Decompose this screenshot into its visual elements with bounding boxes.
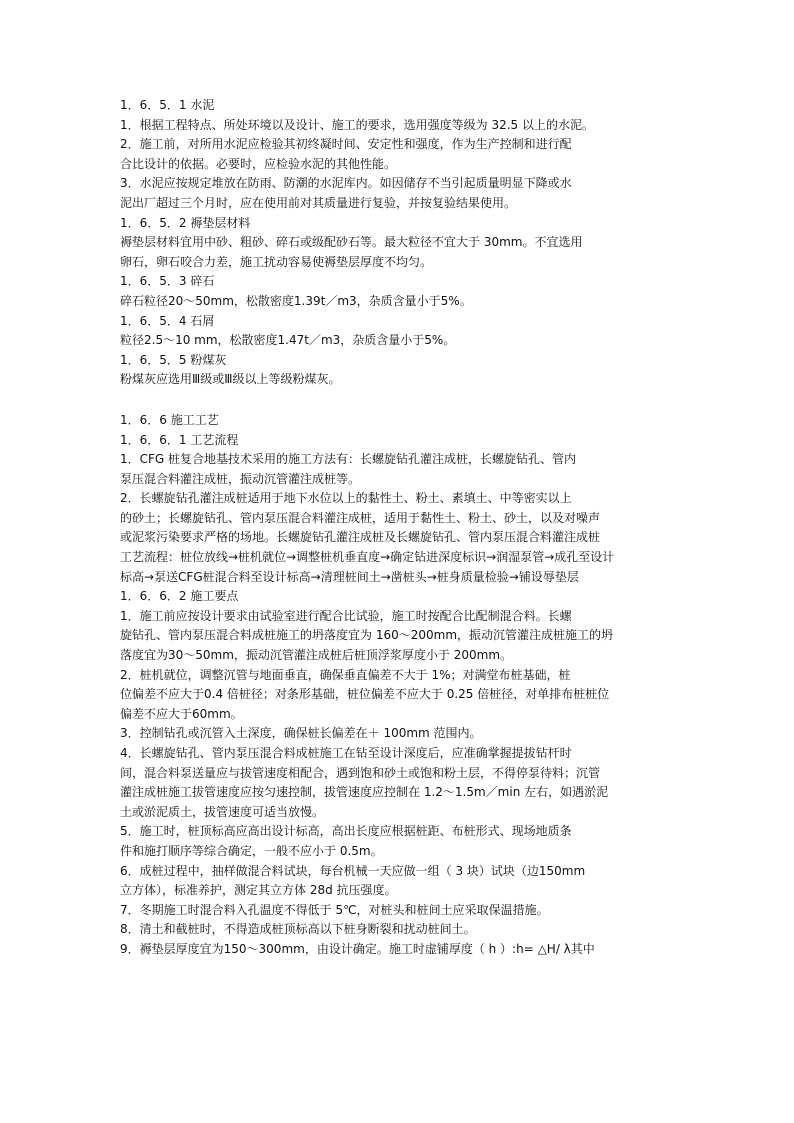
text-line: 土或淤泥质土，拔管速度可适当放慢。 xyxy=(120,804,325,819)
section-construction-process xyxy=(120,411,680,960)
text-line: 间，混合料泵送量应与拔管速度相配合，遇到饱和砂土或饱和粉土层，不得停泵待料；沉管 xyxy=(120,765,601,780)
text-line: 3．水泥应按规定堆放在防雨、防潮的水泥库内。如因储存不当引起质量明显下降或水 xyxy=(120,176,572,191)
text-line: 的砂土；长螺旋钻孔、管内泵压混合料灌注成桩，适用于黏性土、粉土、砂土，以及对噪声 xyxy=(120,510,601,525)
section-materials xyxy=(120,96,680,390)
heading-cushion-material: 1．6．5．2 褥垫层材料 xyxy=(120,215,251,230)
text-line: 偏差不应大于60mm。 xyxy=(120,706,243,721)
heading-process-flow: 1．6．6．1 工艺流程 xyxy=(120,432,239,447)
text-line: 8．清土和截桩时，不得造成桩顶标高以下桩身断裂和扰动桩间土。 xyxy=(120,922,476,937)
text-line: 2．长螺旋钻孔灌注成桩适用于地下水位以上的黏性土、粉土、素填土、中等密实以上 xyxy=(120,491,572,506)
text-line: 灌注成桩施工拔管速度应按匀速控制，拔管速度应控制在 1.2～1.5m／min 左右，如遇淤泥 xyxy=(120,785,609,800)
text-line: 旋钻孔、管内泵压混合料成桩施工的坍落度宜为 160～200mm，振动沉管灌注成桩施工的坍 xyxy=(120,628,614,643)
heading-gravel: 1．6．5．3 碎石 xyxy=(120,274,215,289)
text-line: 3．控制钻孔或沉管入土深度，确保桩长偏差在＋ 100mm 范围内。 xyxy=(120,726,482,741)
text-line: 5．施工时，桩顶标高应高出设计标高，高出长度应根据桩距、布桩形式、现场地质条 xyxy=(120,824,572,839)
text-line: 1．CFG 桩复合地基技术采用的施工方法有：长螺旋钻孔灌注成桩，长螺旋钻孔、管内 xyxy=(120,452,577,467)
text-line: 1．根据工程特点、所处环境以及设计、施工的要求，选用强度等级为 32.5 以上的水泥。 xyxy=(120,117,594,132)
text-line: 位偏差不应大于0.4 倍桩径；对条形基础，桩位偏差不应大于 0.25 倍桩径，对单排布桩桩位 xyxy=(120,687,610,702)
text-line: 4．长螺旋钻孔、管内泵压混合料成桩施工在钻至设计深度后，应准确掌握提拔钻杆时 xyxy=(120,746,572,760)
text-line: 2．施工前，对所用水泥应检验其初终凝时间、安定性和强度，作为生产控制和进行配 xyxy=(120,137,572,152)
text-line: 9．褥垫层厚度宜为150～300mm，由设计确定。施工时虚铺厚度（ h ）:h= △H/ λ其中 xyxy=(120,941,595,956)
text-line: 1．施工前应按设计要求由试验室进行配合比试验，施工时按配合比配制混合料。长螺 xyxy=(120,608,572,623)
heading-cement: 1．6．5．1 水泥 xyxy=(120,98,215,112)
text-line: 泥出厂超过三个月时，应在使用前对其质量进行复验，并按复验结果使用。 xyxy=(120,195,517,210)
section-gap xyxy=(120,390,680,411)
heading-key-points: 1．6．6．2 施工要点 xyxy=(120,589,239,604)
text-line: 泵压混合料灌注成桩，振动沉管灌注成桩等。 xyxy=(120,471,361,486)
text-line: 标高→泵送CFG桩混合料至设计标高→清理桩间土→凿桩头→桩身质量检验→铺设辱垫层 xyxy=(120,569,579,584)
document-page xyxy=(120,96,680,960)
text-line: 卵石，卵石咬合力差，施工扰动容易使褥垫层厚度不均匀。 xyxy=(120,254,433,269)
heading-fly-ash: 1．6．5．5 粉煤灰 xyxy=(120,352,227,367)
text-line: 或泥浆污染要求严格的场地。长螺旋钻孔灌注成桩及长螺旋钻孔、管内泵压混合料灌注成桩 xyxy=(120,530,601,545)
text-line: 落度宜为30～50mm，振动沉管灌注成桩后桩顶浮浆厚度小于 200mm。 xyxy=(120,648,513,663)
text-line: 立方体），标准养护，测定其立方体 28d 抗压强度。 xyxy=(120,883,397,898)
heading-construction-process: 1．6．6 施工工艺 xyxy=(120,412,219,427)
text-line: 6．成桩过程中，抽样做混合料试块，每台机械一天应做一组（ 3 块）试块（边150mm xyxy=(120,863,586,878)
heading-stone-chips: 1．6．5．4 石屑 xyxy=(120,313,215,328)
text-line: 合比设计的依据。必要时，应检验水泥的其他性能。 xyxy=(120,156,397,171)
text-line: 褥垫层材料宜用中砂、粗砂、碎石或级配砂石等。最大粒径不宜大于 30mm。不宜选用 xyxy=(120,235,583,250)
text-line: 7．冬期施工时混合料入孔温度不得低于 5℃，对桩头和桩间土应采取保温措施。 xyxy=(120,902,549,917)
text-line: 工艺流程：桩位放线→桩机就位→调整桩机垂直度→确定钻进深度标识→润湿泵管→成孔至设计 xyxy=(120,550,615,565)
text-line: 粉煤灰应选用Ⅲ级或Ⅲ级以上等级粉煤灰。 xyxy=(120,372,341,387)
text-line: 粒径2.5～10 mm，松散密度1.47t／m3，杂质含量小于5%。 xyxy=(120,333,456,348)
text-line: 碎石粒径20～50mm，松散密度1.39t／m3，杂质含量小于5%。 xyxy=(120,293,472,308)
text-line: 件和施打顺序等综合确定，一般不应小于 0.5m。 xyxy=(120,843,383,858)
text-line: 2．桩机就位，调整沉管与地面垂直，确保垂直偏差不大于 1%；对满堂布桩基础，桩 xyxy=(120,667,571,682)
